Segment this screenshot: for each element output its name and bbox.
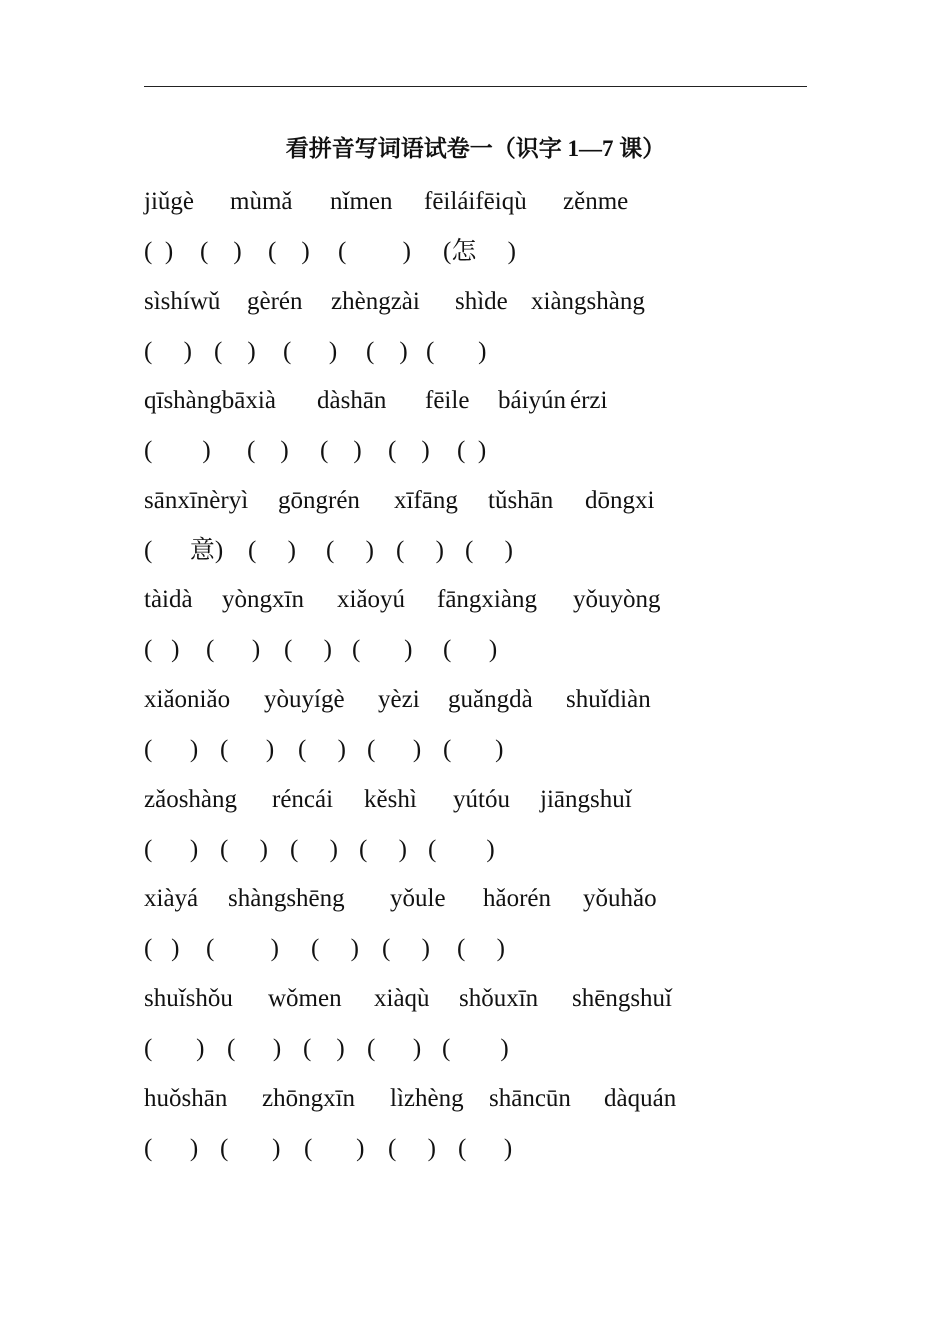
pinyin-word: yǒuhǎo (583, 885, 657, 912)
answer-blank[interactable]: ( ) (144, 935, 180, 962)
pinyin-word: shuǐdiàn (566, 686, 651, 713)
answer-blank[interactable]: ( ) (206, 935, 279, 962)
answer-blank[interactable]: ( ) (311, 935, 359, 962)
answer-blank[interactable]: ( ) (428, 836, 495, 863)
answer-blank[interactable]: ( ) (144, 238, 174, 265)
answer-blank[interactable]: ( ) (320, 437, 362, 464)
pinyin-word: érzi (570, 387, 608, 414)
pinyin-word: shàngshēng (228, 885, 345, 912)
pinyin-word: xiàqù (374, 985, 430, 1012)
pinyin-word: yǒuyòng (573, 586, 661, 613)
pinyin-word: zhèngzài (331, 288, 420, 315)
answer-blank[interactable]: ( ) (388, 437, 430, 464)
answer-blank[interactable]: ( ) (366, 338, 408, 365)
pinyin-word: zhōngxīn (262, 1085, 356, 1112)
pinyin-word: jiāngshuǐ (540, 786, 632, 813)
pinyin-word: jiǔgè (144, 188, 194, 215)
answer-blank[interactable]: ( ) (144, 1035, 205, 1062)
answer-blank[interactable]: ( ) (426, 338, 487, 365)
pinyin-word: wǒmen (268, 985, 342, 1012)
pinyin-word: mùmǎ (230, 188, 293, 215)
answer-blank[interactable]: ( ) (220, 736, 275, 763)
answer-blank[interactable]: ( ) (144, 338, 192, 365)
pinyin-word: shǒuxīn (459, 985, 539, 1012)
answer-blank[interactable]: ( ) (268, 238, 310, 265)
answer-blank[interactable]: ( ) (298, 736, 346, 763)
answer-blank[interactable]: ( ) (144, 736, 199, 763)
answer-blank[interactable]: ( ) (457, 935, 505, 962)
pinyin-word: shēngshuǐ (572, 985, 672, 1012)
pinyin-word: shuǐshǒu (144, 985, 233, 1012)
answer-blank[interactable]: ( ) (220, 1135, 281, 1162)
answer-blank[interactable]: ( ) (144, 836, 199, 863)
answer-blank[interactable]: ( ) (382, 935, 430, 962)
pinyin-word: xiǎoniǎo (144, 686, 231, 713)
answer-blank[interactable]: ( ) (326, 537, 374, 564)
pinyin-word: kěshì (364, 786, 417, 813)
pinyin-word: zǎoshàng (144, 786, 238, 813)
answer-blank[interactable]: ( ) (396, 537, 444, 564)
answer-blank[interactable]: ( ) (144, 437, 211, 464)
pinyin-word: xīfāng (394, 487, 458, 514)
answer-blank[interactable]: ( ) (214, 338, 256, 365)
pinyin-word: gèrén (247, 288, 303, 315)
answer-blank[interactable]: ( ) (465, 537, 513, 564)
answer-blank[interactable]: ( ) (359, 836, 407, 863)
pinyin-word: yǒule (390, 885, 446, 912)
answer-blank[interactable]: ( ) (220, 836, 268, 863)
answer-blank[interactable]: ( ) (283, 338, 338, 365)
pinyin-word: yèzi (378, 686, 420, 713)
pinyin-word: sìshíwǔ (144, 288, 221, 315)
pinyin-word: guǎngdà (448, 686, 533, 713)
answer-blank[interactable]: ( ) (247, 437, 289, 464)
pinyin-word: tǔshān (488, 487, 554, 514)
pinyin-word: huǒshān (144, 1085, 228, 1112)
answer-blank[interactable]: ( 意) (144, 537, 224, 564)
answer-blank[interactable]: ( ) (367, 736, 422, 763)
pinyin-word: lìzhèng (390, 1085, 464, 1112)
pinyin-word: zěnme (563, 188, 629, 215)
answer-blank[interactable]: ( ) (367, 1035, 422, 1062)
answer-blank[interactable]: ( ) (144, 636, 180, 663)
pinyin-word: sānxīnèryì (144, 487, 249, 514)
pinyin-word: xiàngshàng (531, 288, 645, 315)
pinyin-word: qīshàngbāxià (144, 387, 276, 414)
pinyin-word: shìde (455, 288, 508, 315)
pinyin-word: xiǎoyú (337, 586, 406, 613)
answer-blank[interactable]: ( ) (290, 836, 338, 863)
pinyin-word: yòuyígè (264, 686, 345, 713)
answer-blank[interactable]: ( ) (303, 1035, 345, 1062)
header-rule (144, 86, 807, 87)
pinyin-word: dōngxi (585, 487, 655, 514)
answer-blank[interactable]: ( ) (284, 636, 332, 663)
pinyin-word: nǐmen (330, 188, 393, 215)
answer-blank[interactable]: ( ) (206, 636, 261, 663)
pinyin-word: báiyún (498, 387, 567, 414)
answer-blank[interactable]: ( ) (443, 636, 498, 663)
pinyin-word: fēile (425, 387, 470, 414)
pinyin-word: shāncūn (489, 1085, 571, 1112)
pinyin-word: gōngrén (278, 487, 360, 514)
answer-blank[interactable]: ( ) (388, 1135, 436, 1162)
answer-blank[interactable]: ( ) (442, 1035, 509, 1062)
answer-blank[interactable]: (怎 ) (443, 238, 516, 265)
pinyin-word: yútóu (453, 786, 510, 813)
answer-blank[interactable]: ( ) (227, 1035, 282, 1062)
pinyin-word: fāngxiàng (437, 586, 537, 613)
answer-blank[interactable]: ( ) (248, 537, 296, 564)
answer-blank[interactable]: ( ) (338, 238, 411, 265)
page-title: 看拼音写词语试卷一（识字 1—7 课） (285, 136, 666, 161)
pinyin-word: hǎorén (483, 885, 552, 912)
answer-blank[interactable]: ( ) (457, 437, 487, 464)
pinyin-word: fēiláifēiqù (424, 188, 527, 215)
pinyin-word: yòngxīn (222, 586, 304, 613)
answer-blank[interactable]: ( ) (200, 238, 242, 265)
pinyin-word: dàshān (317, 387, 387, 414)
pinyin-word: dàquán (604, 1085, 677, 1112)
answer-blank[interactable]: ( ) (144, 1135, 199, 1162)
pinyin-word: tàidà (144, 586, 193, 613)
answer-blank[interactable]: ( ) (443, 736, 504, 763)
answer-blank[interactable]: ( ) (458, 1135, 513, 1162)
answer-blank[interactable]: ( ) (352, 636, 413, 663)
answer-blank[interactable]: ( ) (304, 1135, 365, 1162)
pinyin-word: réncái (272, 786, 334, 813)
pinyin-word: xiàyá (144, 885, 199, 912)
